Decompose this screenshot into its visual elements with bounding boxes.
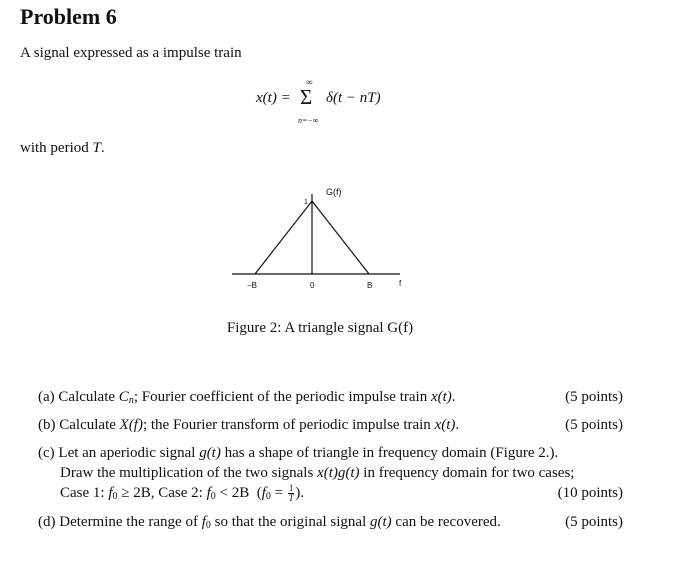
question-b-signal: x(t) — [434, 417, 456, 433]
aperiodic-signal-g: g(t) — [199, 445, 221, 461]
question-c-line-3-f: ). — [295, 485, 305, 501]
fraction-denominator: T — [288, 493, 294, 504]
question-c-line-1-a: Let an aperiodic signal — [58, 445, 200, 461]
question-c-line-3-a: Case 1: — [60, 485, 109, 501]
f0-subscript-definition: 0 — [265, 491, 271, 502]
question-a-points: (5 points) — [565, 389, 623, 405]
question-c-points: (10 points) — [557, 485, 623, 501]
question-a-signal: x(t) — [430, 389, 452, 405]
question-b-text-2: ; the Fourier transform of periodic impulse train — [142, 417, 435, 433]
question-c-line-3-e: = — [270, 485, 287, 501]
product-signal: x(t)g(t) — [317, 465, 360, 481]
equation-upper-limit: ∞ — [306, 77, 313, 87]
question-c-line-1-b: has a shape of triangle in frequency domain (Figure 2.). — [220, 445, 559, 461]
triangle-left-edge — [255, 201, 312, 274]
f0-subscript-case-2: 0 — [210, 491, 216, 502]
equation-term: δ(t − nT) — [326, 90, 381, 106]
original-signal-g: g(t) — [370, 514, 392, 530]
intro-text: A signal expressed as a impulse train — [20, 45, 242, 61]
question-d-text-2: so that the original signal — [210, 514, 370, 530]
question-c-line-2-a: Draw the multiplication of the two signals — [60, 465, 318, 481]
question-c-line-3-c: < 2B — [215, 485, 250, 501]
question-b — [38, 415, 459, 435]
f0-subscript-case-1: 0 — [112, 491, 118, 502]
question-a — [38, 387, 456, 411]
question-c-line-1 — [38, 443, 558, 463]
question-d-label: (d) — [38, 514, 56, 530]
fourier-transform-x: X(f) — [119, 417, 143, 433]
question-b-text-3: . — [455, 417, 460, 433]
graph-title-label: G(f) — [326, 187, 342, 197]
f0-subscript-d: 0 — [205, 520, 211, 531]
with-period-suffix: . — [100, 140, 105, 156]
question-c-label: (c) — [38, 445, 55, 461]
question-b-label: (b) — [38, 417, 56, 433]
question-c-line-2-b: in frequency domain for two cases; — [359, 465, 575, 481]
question-d-text-1: Determine the range of — [59, 514, 202, 530]
f0-symbol-case-1: f — [108, 485, 113, 501]
period-variable: T — [92, 140, 101, 156]
coefficient-subscript-n: n — [128, 395, 134, 406]
tick-label-b: B — [367, 281, 373, 290]
question-c-line-3 — [60, 483, 304, 507]
question-c-line-3-d: ( — [256, 485, 262, 501]
fraction-numerator: 1 — [288, 483, 294, 494]
figure-caption: Figure 2: A triangle signal G(f) — [226, 320, 414, 336]
tick-label-zero: 0 — [310, 281, 315, 290]
triangle-right-edge — [312, 201, 369, 274]
f0-symbol-definition: f — [261, 485, 266, 501]
question-c-line-3-b: ≥ 2B, Case 2: — [117, 485, 207, 501]
peak-value-label: 1 — [304, 199, 308, 206]
coefficient-c: C — [118, 389, 129, 405]
problem-title: Problem 6 — [20, 4, 117, 29]
question-c-line-2 — [60, 463, 574, 483]
question-a-text-2: ; Fourier coefficient of the periodic impulse train — [133, 389, 431, 405]
equation-lower-limit: n=−∞ — [298, 116, 319, 125]
summation-symbol: Σ — [300, 85, 313, 109]
question-d-text-3: can be recovered. — [391, 514, 501, 530]
tick-label-neg-b: −B — [247, 281, 258, 290]
question-b-text-1: Calculate — [59, 417, 120, 433]
question-a-text-3: . — [451, 389, 456, 405]
f0-symbol-d: f — [201, 514, 206, 530]
question-d-points: (5 points) — [565, 514, 623, 530]
with-period-text — [20, 140, 105, 157]
with-period-prefix: with period — [20, 140, 93, 156]
question-d — [38, 512, 501, 536]
question-b-points: (5 points) — [565, 417, 623, 433]
one-over-t-fraction — [288, 484, 295, 503]
question-a-label: (a) — [38, 389, 55, 405]
equation-lhs: x(t) = — [256, 90, 291, 106]
triangle-graph — [225, 180, 415, 295]
question-a-text-1: Calculate — [58, 389, 119, 405]
axis-label-f: f — [399, 279, 402, 288]
f0-symbol-case-2: f — [206, 485, 211, 501]
